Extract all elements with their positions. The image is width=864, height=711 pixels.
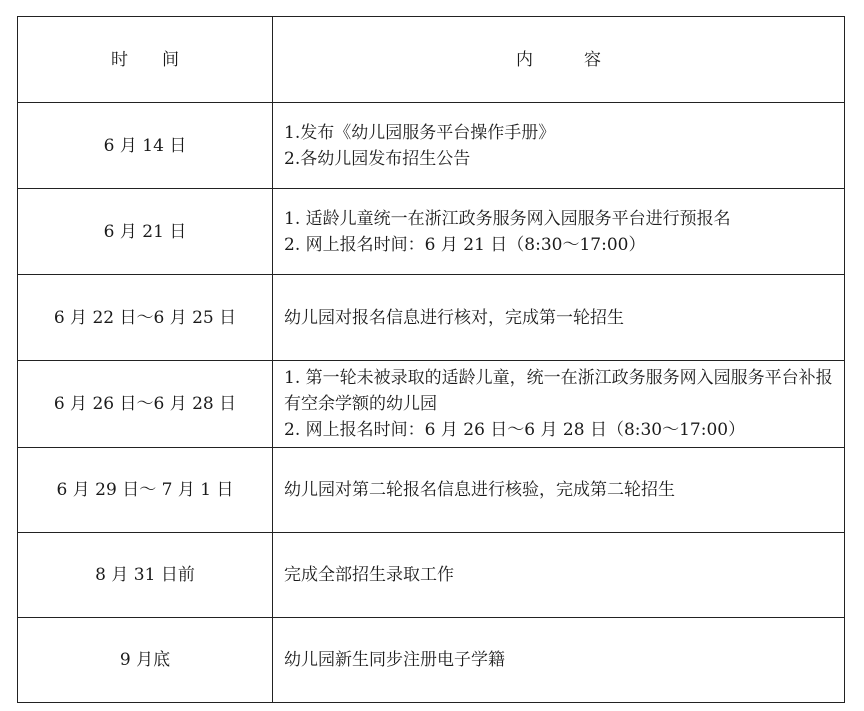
row-content (273, 275, 845, 361)
content-line: 幼儿园对报名信息进行核对，完成第一轮招生 (284, 307, 624, 328)
row-time: 6 月 14 日 (18, 103, 273, 189)
table-row (18, 275, 845, 361)
table-row (18, 448, 845, 533)
table-row (18, 533, 845, 618)
row-time: 6 月 29 日～ 7 月 1 日 (18, 448, 273, 533)
content-line: 幼儿园对第二轮报名信息进行核验，完成第二轮招生 (284, 480, 675, 500)
content-line: 1. 第一轮未被录取的适龄儿童，统一在浙江政务服务网入园服务平台补报有空余学额的幼儿园 (284, 368, 833, 414)
content-line: 1.发布《幼儿园服务平台操作手册》 (284, 122, 556, 143)
table-row (18, 189, 845, 275)
content-line: 2.各幼儿园发布招生公告 (284, 148, 471, 169)
row-content (273, 533, 845, 618)
header-content: 内 容 (273, 17, 845, 103)
row-time: 6 月 26 日～6 月 28 日 (18, 361, 273, 448)
content-line: 完成全部招生录取工作 (284, 565, 454, 585)
row-time: 6 月 22 日～6 月 25 日 (18, 275, 273, 361)
row-content (273, 103, 845, 189)
row-time: 9 月底 (18, 618, 273, 703)
content-line: 幼儿园新生同步注册电子学籍 (284, 650, 505, 670)
table-row (18, 103, 845, 189)
row-content (273, 618, 845, 703)
row-time: 6 月 21 日 (18, 189, 273, 275)
table-row (18, 618, 845, 703)
content-line: 1. 适龄儿童统一在浙江政务服务网入园服务平台进行预报名 (284, 208, 731, 229)
row-content (273, 189, 845, 275)
row-content (273, 361, 845, 448)
row-time: 8 月 31 日前 (18, 533, 273, 618)
row-content (273, 448, 845, 533)
table-row (18, 361, 845, 448)
header-time: 时 间 (18, 17, 273, 103)
content-line: 2. 网上报名时间：6 月 26 日～6 月 28 日（8:30～17:00） (284, 420, 746, 440)
enrollment-schedule-table (17, 16, 845, 703)
content-line: 2. 网上报名时间：6 月 21 日（8:30～17:00） (284, 234, 646, 255)
table-header-row (18, 17, 845, 103)
